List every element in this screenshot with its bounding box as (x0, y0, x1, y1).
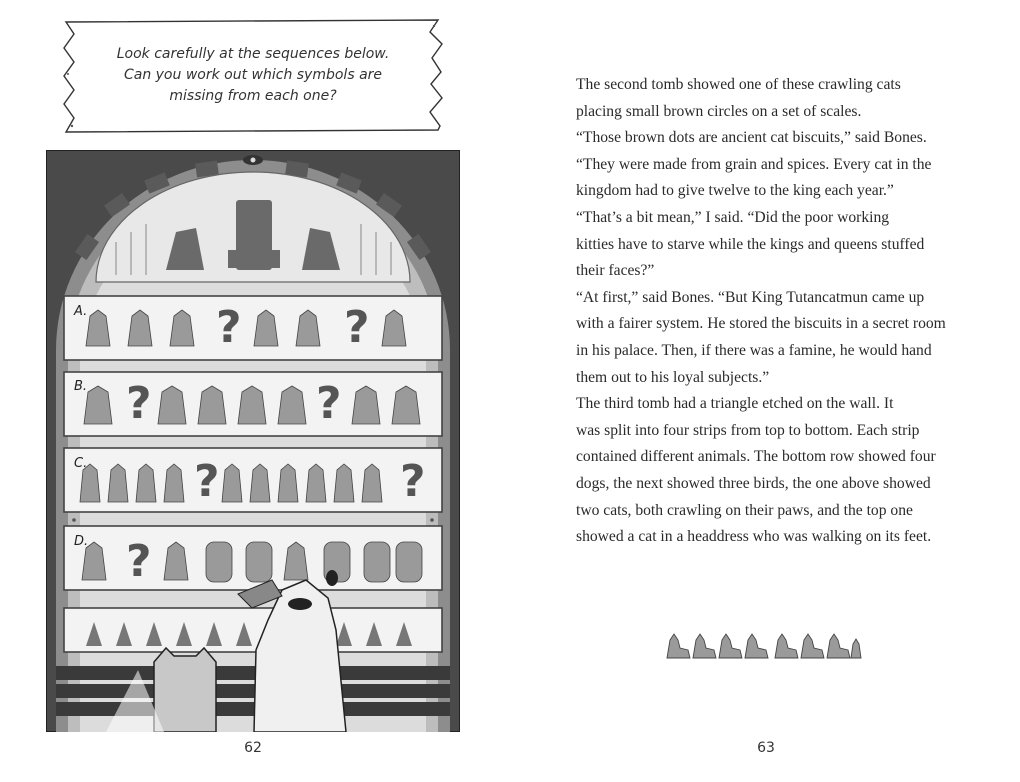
missing-symbol-a2: ? (344, 302, 370, 353)
text-line: their faces?” (576, 262, 655, 280)
egyptian-tomb-illustration (46, 150, 460, 732)
instruction-note (58, 14, 446, 136)
text-line: “At first,” said Bones. “But King Tutancatmun came up (576, 288, 925, 306)
missing-symbol-d1: ? (126, 536, 152, 587)
paragraph (560, 285, 973, 391)
text-line: “They were made from grain and spices. Every cat in the (576, 155, 932, 173)
text-line: showed a cat in a headdress who was walking on its feet. (576, 528, 932, 546)
row-label-a: A. (74, 304, 88, 319)
paragraph (560, 391, 973, 551)
right-page (510, 0, 1020, 782)
missing-symbol-b2: ? (316, 378, 342, 429)
crawling-cats-decoration-icon (665, 628, 865, 662)
missing-symbol-c1: ? (194, 456, 220, 507)
instruction-text (98, 44, 408, 107)
tomb-illustration (46, 150, 460, 732)
missing-symbol-c2: ? (400, 456, 426, 507)
text-line: The second tomb showed one of these crawling cats (576, 76, 901, 93)
row-label-d: D. (74, 534, 89, 549)
row-label-c: C. (74, 456, 88, 471)
text-line: The third tomb had a triangle etched on the wall. It (576, 395, 894, 413)
text-line: them out to his loyal subjects.” (576, 368, 770, 386)
page-number-right: 63 (757, 740, 775, 756)
story-text (560, 72, 973, 551)
paragraph (560, 125, 973, 205)
page-number-left: 62 (244, 740, 262, 756)
text-line: kitties have to starve while the kings and queens stuffed (576, 235, 925, 253)
instruction-line-1: Look carefully at the sequences below. (116, 46, 390, 62)
text-line: placing small brown circles on a set of scales. (576, 102, 862, 120)
missing-symbol-a1: ? (216, 302, 242, 353)
text-line: two cats, both crawling on their paws, and the top one (576, 501, 913, 519)
missing-symbol-b1: ? (126, 378, 152, 429)
paragraph (560, 205, 973, 285)
text-line: kingdom had to give twelve to the king each year.” (576, 182, 894, 200)
paragraph (560, 72, 973, 125)
text-line: dogs, the next showed three birds, the one above showed (576, 474, 931, 492)
instruction-line-3: missing from each one? (169, 88, 337, 104)
text-line: contained different animals. The bottom row showed four (576, 448, 936, 466)
instruction-line-2: Can you work out which symbols are (123, 67, 383, 83)
text-line: “That’s a bit mean,” I said. “Did the poor working (576, 208, 890, 226)
text-line: was split into four strips from top to bottom. Each strip (576, 421, 920, 439)
text-line: in his palace. Then, if there was a famine, he would hand (576, 341, 932, 359)
text-line: “Those brown dots are ancient cat biscuits,” said Bones. (576, 129, 927, 147)
text-line: with a fairer system. He stored the biscuits in a secret room (576, 315, 946, 333)
row-label-b: B. (74, 379, 88, 394)
